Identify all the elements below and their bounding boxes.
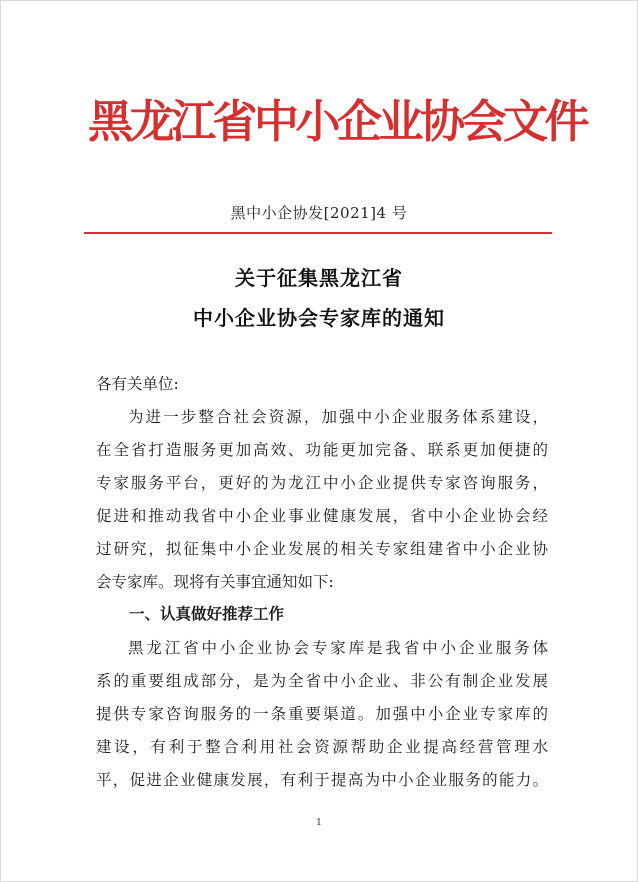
paragraph-line: 促进和推动我省中小企业事业健康发展，省中小企业协会经 [96,507,548,525]
document-number: 黑中小企协发[2021]4 号 [230,204,408,222]
paragraph-line: 黑龙江省中小企业协会专家库是我省中小企业服务体 [128,639,548,657]
paragraph-line: 建设，有利于整合利用社会资源帮助企业提高经营管理水 [96,738,548,756]
paragraph-line: 系的重要组成部分，是为全省中小企业、非公有制企业发展 [96,672,548,690]
paragraph-2 [96,632,548,797]
paragraph-line: 提供专家咨询服务的一条重要渠道。加强中小企业专家库的 [96,705,548,723]
paragraph-line: 平，促进企业健康发展，有利于提高为中小企业服务的能力。 [96,771,548,789]
org-header-title: 黑龙江省中小企业协会文件 [88,95,587,148]
red-divider-line [84,232,552,234]
notice-title-line-1: 关于征集黑龙江省 [235,266,403,290]
paragraph-line: 为进一步整合社会资源，加强中小企业服务体系建设， [128,408,548,426]
notice-title-line-2: 中小企业协会专家库的通知 [193,306,445,330]
paragraph-line: 专家服务平台，更好的为龙江中小企业提供专家咨询服务， [96,474,548,492]
salutation: 各有关单位: [96,375,179,393]
paragraph-1 [96,401,548,599]
paragraph-line: 会专家库。现将有关事宜通知如下: [96,573,334,591]
page-number: 1 [316,818,322,828]
paragraph-line: 在全省打造服务更加高效、功能更加完备、联系更加便捷的 [96,441,548,459]
paragraph-line: 过研究，拟征集中小企业发展的相关专家组建省中小企业协 [96,540,548,558]
section-heading-1: 一、认真做好推荐工作 [129,605,285,623]
